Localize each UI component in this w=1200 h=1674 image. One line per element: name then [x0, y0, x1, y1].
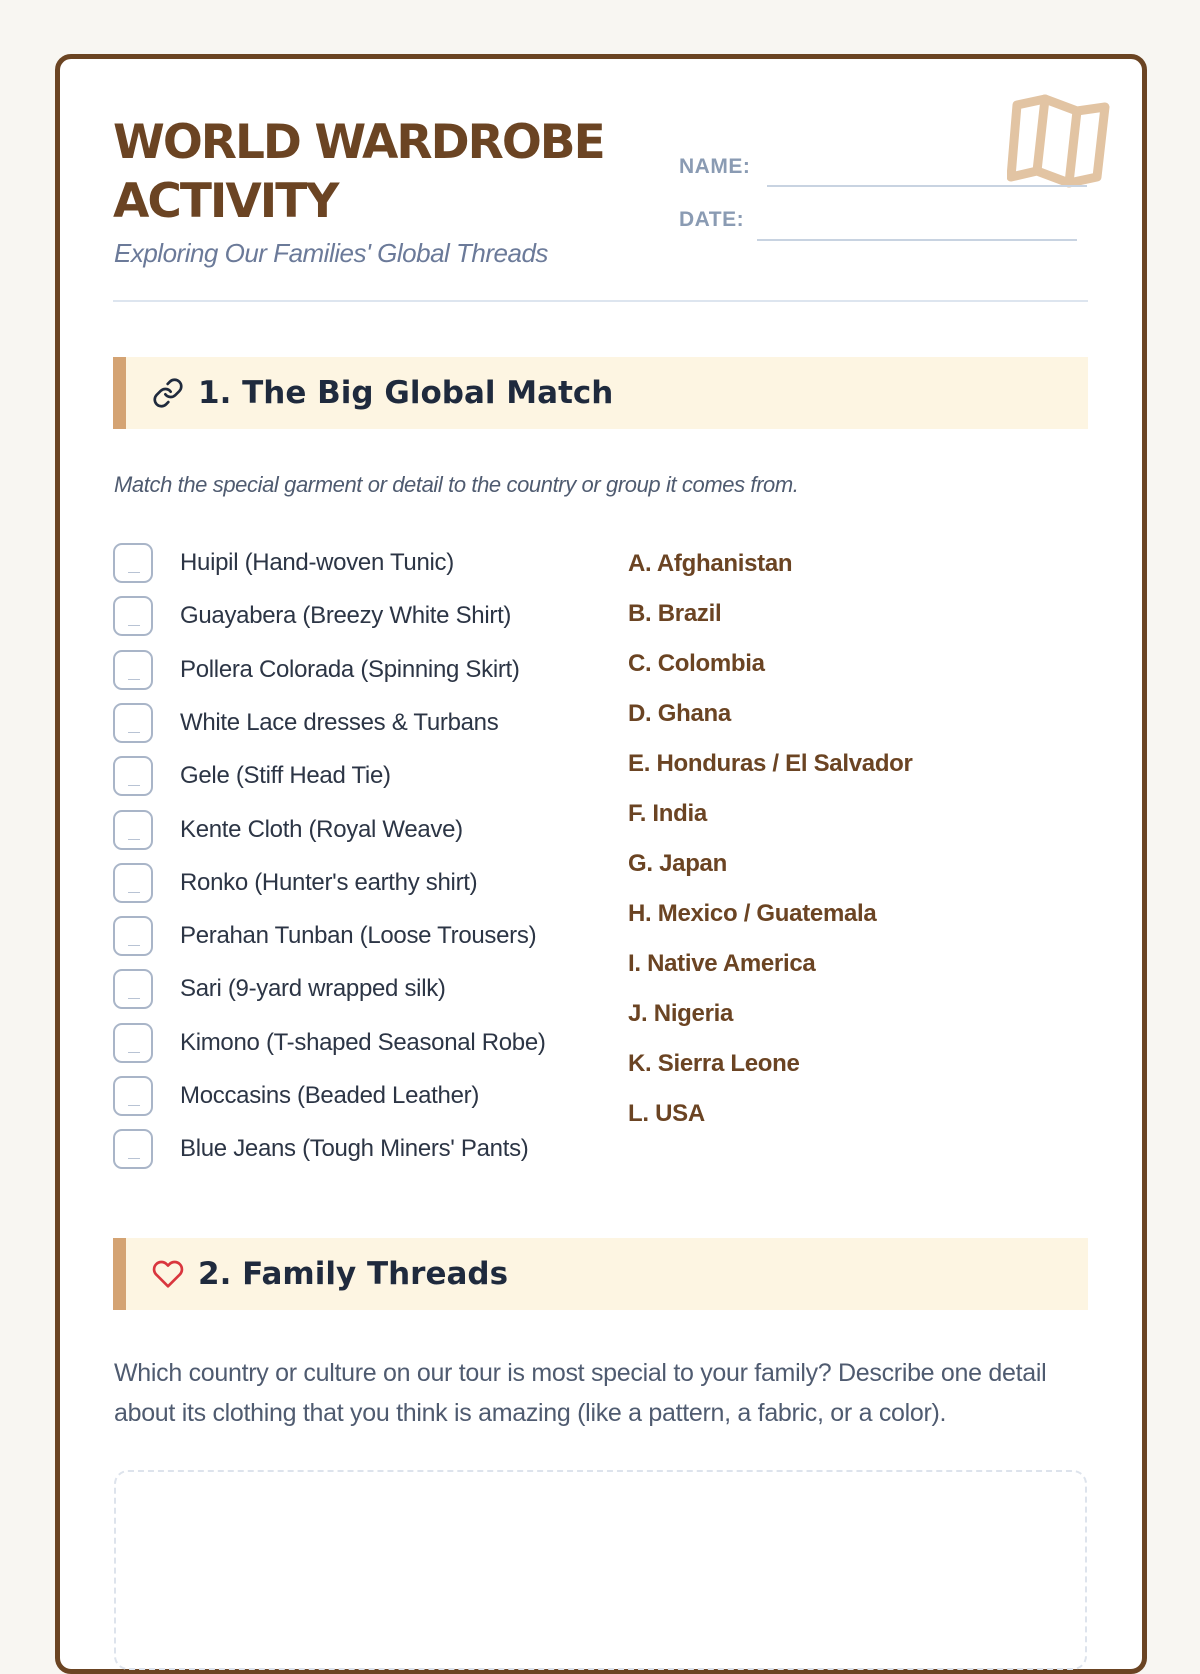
- match-option: K. Sierra Leone: [628, 1050, 800, 1077]
- name-label: NAME:: [679, 155, 751, 178]
- answer-checkbox[interactable]: [113, 650, 153, 690]
- date-field[interactable]: [757, 239, 1077, 241]
- date-label: DATE:: [679, 208, 745, 231]
- match-item-label: Kimono (T-shaped Seasonal Robe): [180, 1028, 546, 1056]
- page-title: WORLD WARDROBE ACTIVITY: [113, 115, 604, 229]
- match-option: H. Mexico / Guatemala: [628, 900, 877, 927]
- answer-checkbox[interactable]: [113, 703, 153, 743]
- answer-checkbox[interactable]: [113, 596, 153, 636]
- match-option: A. Afghanistan: [628, 550, 793, 577]
- section-2-header: [113, 1238, 1088, 1310]
- name-field[interactable]: [767, 185, 1087, 187]
- match-item-label: Guayabera (Breezy White Shirt): [180, 602, 512, 630]
- match-option: E. Honduras / El Salvador: [628, 750, 913, 777]
- answer-checkbox[interactable]: [113, 756, 153, 796]
- section-1-header: [113, 357, 1088, 429]
- section-1-title: 1. The Big Global Match: [198, 375, 614, 411]
- match-item-label: Pollera Colorada (Spinning Skirt): [180, 655, 520, 683]
- page-subtitle: Exploring Our Families' Global Threads: [114, 238, 548, 268]
- answer-checkbox[interactable]: [113, 543, 153, 583]
- match-option: D. Ghana: [628, 700, 731, 727]
- answer-checkbox[interactable]: [113, 1129, 153, 1169]
- map-icon: [1007, 93, 1115, 189]
- answer-checkbox[interactable]: [113, 969, 153, 1009]
- match-option: G. Japan: [628, 850, 727, 877]
- match-item-label: Blue Jeans (Tough Miners' Pants): [180, 1135, 529, 1163]
- answer-checkbox[interactable]: [113, 863, 153, 903]
- link-icon: [152, 377, 184, 409]
- heart-icon: [152, 1258, 184, 1290]
- match-option: L. USA: [628, 1100, 705, 1127]
- section-1-instructions: Match the special garment or detail to the country or group it comes from.: [114, 472, 799, 497]
- answer-checkbox[interactable]: [113, 1023, 153, 1063]
- answer-checkbox[interactable]: [113, 916, 153, 956]
- match-item-label: Ronko (Hunter's earthy shirt): [180, 868, 478, 896]
- match-item-label: Moccasins (Beaded Leather): [180, 1082, 480, 1109]
- match-item-label: Gele (Stiff Head Tie): [180, 762, 391, 790]
- header-divider: [113, 300, 1088, 302]
- match-item-label: White Lace dresses & Turbans: [180, 708, 499, 736]
- answer-checkbox[interactable]: [113, 810, 153, 850]
- match-item-label: Kente Cloth (Royal Weave): [180, 815, 463, 843]
- match-option: I. Native America: [628, 950, 816, 977]
- match-item-label: Huipil (Hand-woven Tunic): [180, 549, 454, 576]
- match-option: B. Brazil: [628, 600, 722, 627]
- match-item-label: Perahan Tunban (Loose Trousers): [180, 922, 537, 950]
- match-option: F. India: [628, 800, 707, 827]
- match-option: J. Nigeria: [628, 1000, 734, 1027]
- match-option: C. Colombia: [628, 650, 765, 677]
- section-2-title: 2. Family Threads: [198, 1256, 509, 1292]
- answer-box[interactable]: [114, 1470, 1087, 1670]
- section-2-prompt: Which country or culture on our tour is most special to your family? Describe one detail about its clothing that you think is amazing (like a pattern, a fabric, or a color).: [114, 1359, 1047, 1427]
- answer-checkbox[interactable]: [113, 1076, 153, 1116]
- match-item-label: Sari (9-yard wrapped silk): [180, 975, 446, 1003]
